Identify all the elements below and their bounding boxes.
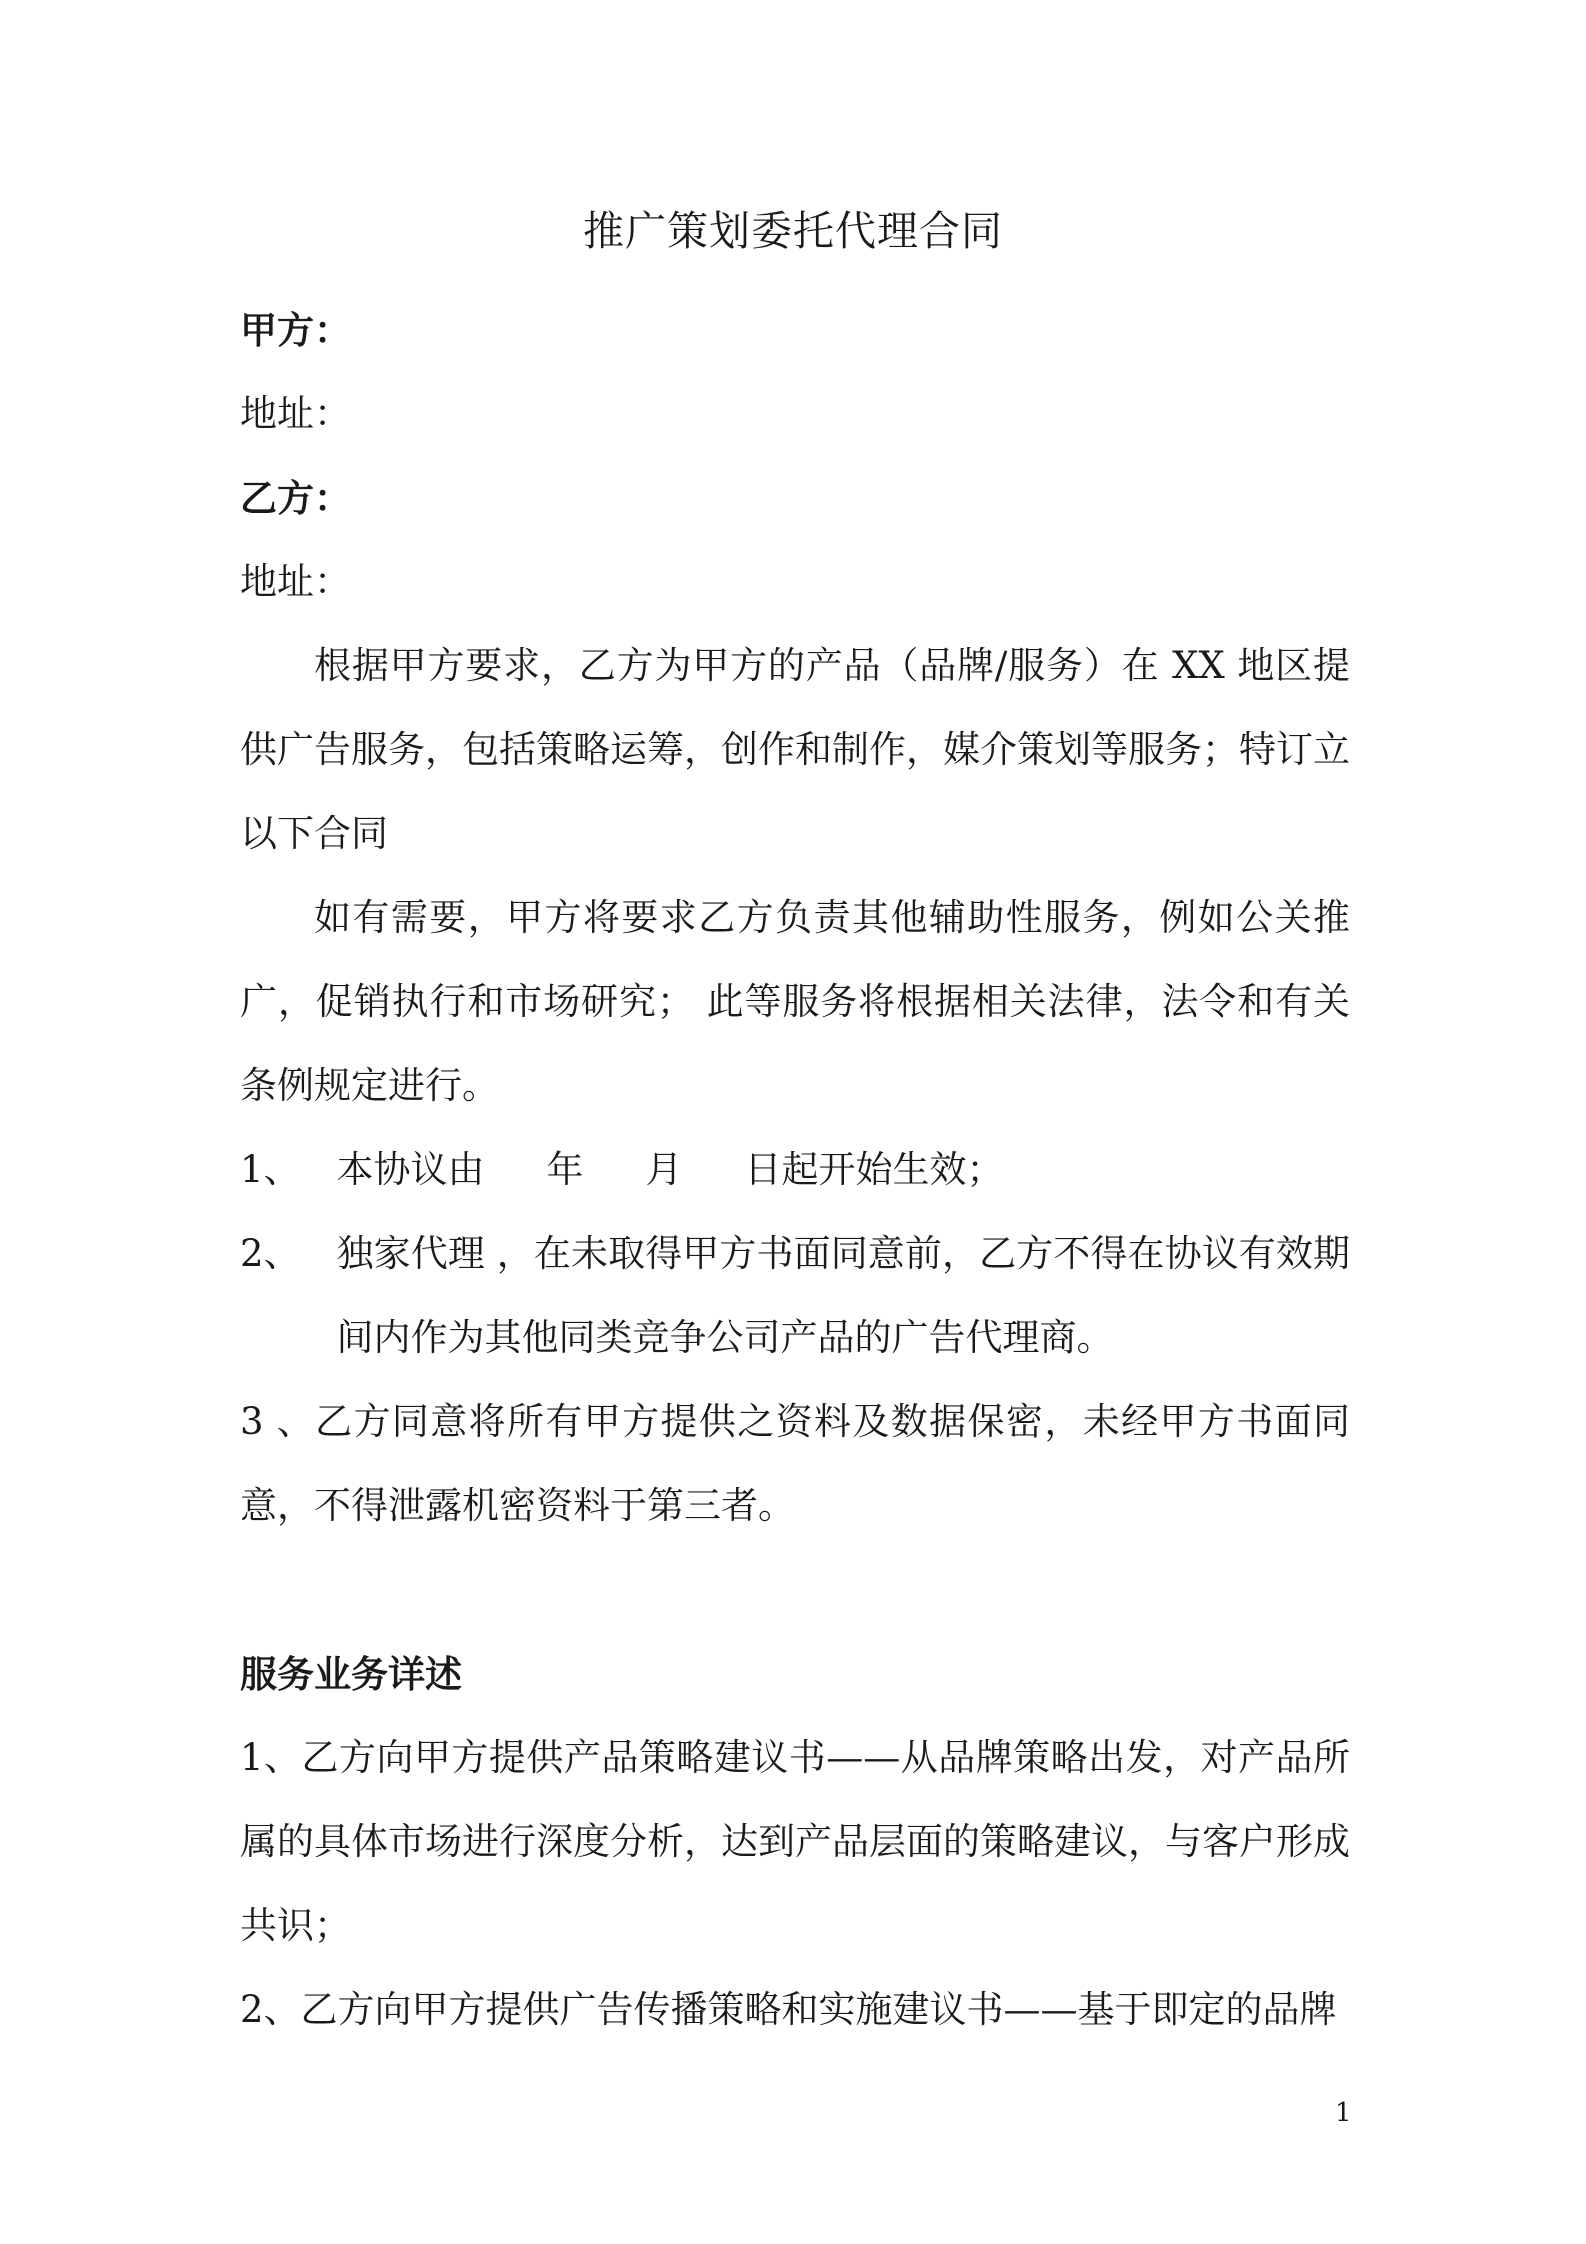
section-spacer	[240, 1548, 1350, 1632]
party-a-label: 甲方：	[240, 308, 351, 352]
page-number: 1	[1335, 2098, 1352, 2128]
address-b-label: 地址：	[240, 560, 351, 603]
clause-2-number: 2、	[240, 1232, 301, 1275]
intro-paragraph: 根据甲方要求，乙方为甲方的产品（品牌/服务）在 XX 地区提供广告服务，包括策略运筹，创作和制作，媒介策划等服务；特订立以下合同	[240, 644, 1350, 855]
address-a-label: 地址：	[240, 392, 351, 435]
clause-1-month: 月	[645, 1148, 683, 1191]
clause-1-number: 1、	[240, 1148, 301, 1191]
clause-2	[240, 1212, 1350, 1380]
clause-1-end: 日起开始生效；	[744, 1148, 1004, 1191]
clause-1	[240, 1128, 1350, 1212]
document-title: 推广策划委托代理合同	[583, 207, 1003, 255]
clause-1-year: 年	[546, 1148, 584, 1191]
service-item-2: 2、乙方向甲方提供广告传播策略和实施建议书——基于即定的品牌	[240, 1988, 1337, 2031]
service-item-1: 1、乙方向甲方提供产品策略建议书——从品牌策略出发，对产品所属的具体市场进行深度分析，达到产品层面的策略建议，与客户形成共识；	[240, 1736, 1350, 1947]
section-heading: 服务业务详述	[240, 1652, 462, 1696]
document-body	[240, 288, 1350, 2052]
clause-1-start: 本协议由	[336, 1148, 485, 1191]
clause-2-text: 独家代理 ，在未取得甲方书面同意前，乙方不得在协议有效期间内作为其他同类竞争公司产品的广告代理商。	[336, 1232, 1350, 1359]
party-b-label: 乙方：	[240, 476, 351, 520]
auxiliary-services-paragraph: 如有需要，甲方将要求乙方负责其他辅助性服务，例如公关推广，促销执行和市场研究； 此等服务将根据相关法律，法令和有关条例规定进行。	[240, 896, 1350, 1107]
clause-3: 3 、乙方同意将所有甲方提供之资料及数据保密，未经甲方书面同意，不得泄露机密资料于第三者。	[240, 1400, 1350, 1527]
